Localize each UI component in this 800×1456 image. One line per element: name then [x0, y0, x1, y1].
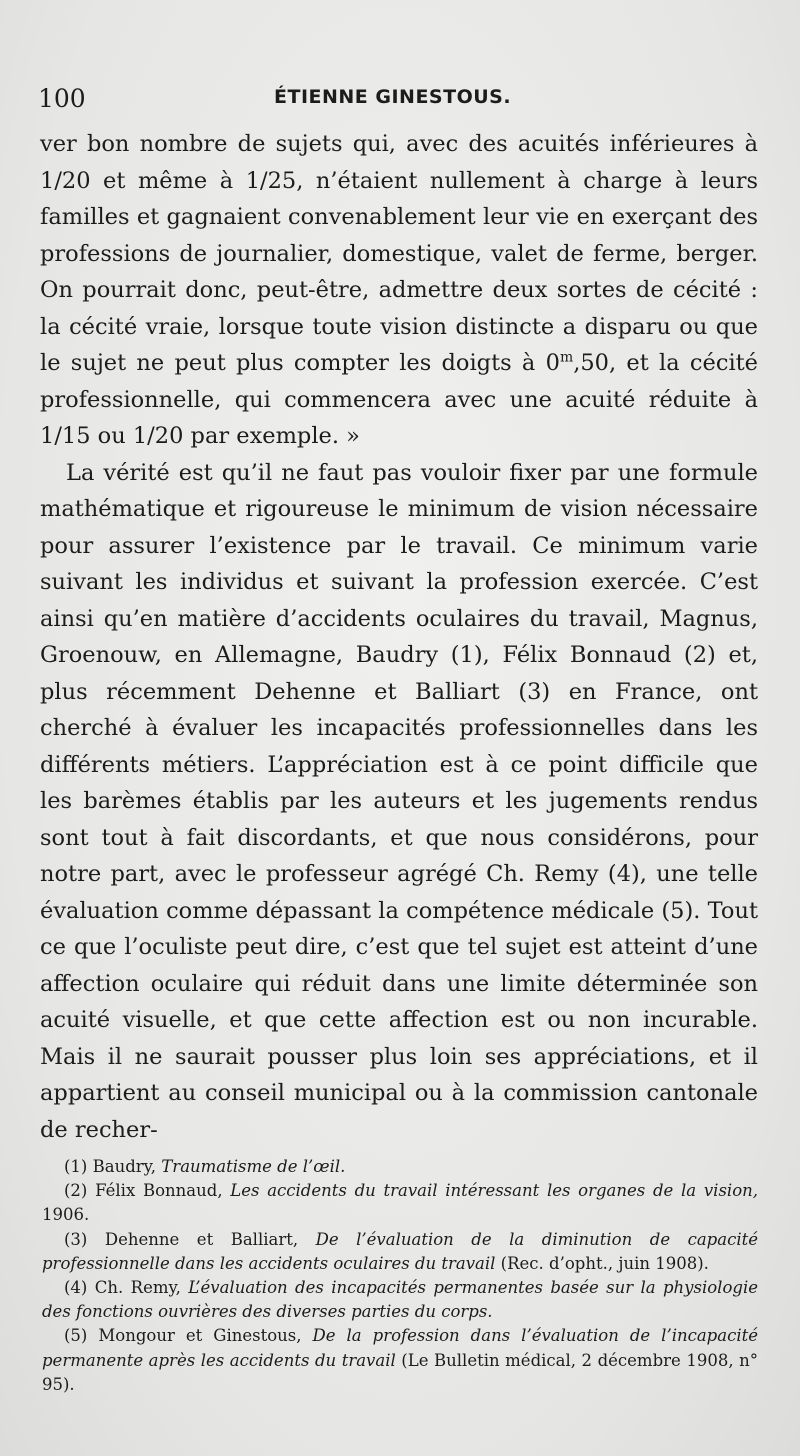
- paragraph: La vérité est qu’il ne faut pas vouloir fixer par une formule mathématique et rigoureuse le minimum de vision nécessaire pour assurer l’existence par le travail. Ce minimum varie suivant les individus et suivant la profession exercée. C’est ainsi qu’en matière d’accidents oculaires du travail, Magnus, Groenouw, en Allemagne, Baudry (1), Félix Bonnaud (2) et, plus récemment Dehenne et Balliart (3) en France, ont cherché à évaluer les incapacités professionnelles dans les différents métiers. L’appréciation est à ce point difficile que les barèmes établis par les auteurs et les jugements rendus sont tout à fait discordants, et que nous considérons, pour notre part, avec le professeur agrégé Ch. Remy (4), une telle évaluation comme dépassant la compétence médicale (5). Tout ce que l’oculiste peut dire, c’est que tel sujet est atteint d’une affection oculaire qui réduit dans une limite déterminée son acuité visuelle, et que cette affection est ou non incurable. Mais il ne saurait pousser plus loin ses appréciations, et il appartient au conseil municipal ou à la commission cantonale de recher-: [40, 459, 758, 1143]
- footnote-3: (3) Dehenne et Balliart, De l’évaluation de la diminution de capacité professionnelle dans les accidents oculaires du travail (Rec. d’opht., juin 1908).: [42, 1229, 758, 1273]
- footnote-5: (5) Mongour et Ginestous, De la profession dans l’évaluation de l’incapacité permanente après les accidents du travail (Le Bulletin médical, 2 décembre 1908, n° 95).: [42, 1326, 758, 1394]
- page-header: [38, 84, 758, 120]
- body-text: [40, 126, 758, 1148]
- footnote-4: (4) Ch. Remy, L’évaluation des incapacités permanentes basée sur la physiologie des fonctions ouvrières des diverses parties du corps.: [42, 1278, 758, 1322]
- footnote-1: (1) Baudry, Traumatisme de l’œil.: [64, 1157, 346, 1176]
- paragraph-continued: ver bon nombre de sujets qui, avec des acuités inférieures à 1/20 et même à 1/25, n’étaient nullement à charge à leurs familles et gagnaient convenablement leur vie en exerçant des professions de journalier, domestique, valet de ferme, berger. On pourrait donc, peut-être, admettre deux sortes de cécité : la cécité vraie, lorsque toute vision distincte a disparu ou que le sujet ne peut plus compter les doigts à 0$^m$,50, et la cécité professionnelle, qui commencera avec une acuité réduite à 1/15 ou 1/20 par exemple. »: [40, 131, 758, 449]
- footnote-2: (2) Félix Bonnaud, Les accidents du travail intéressant les organes de la vision, 1906.: [42, 1181, 758, 1225]
- running-title: ÉTIENNE GINESTOUS.: [274, 86, 512, 108]
- footnotes: [42, 1155, 758, 1397]
- page-number: 100: [38, 84, 86, 113]
- superscript-m: m: [559, 349, 574, 366]
